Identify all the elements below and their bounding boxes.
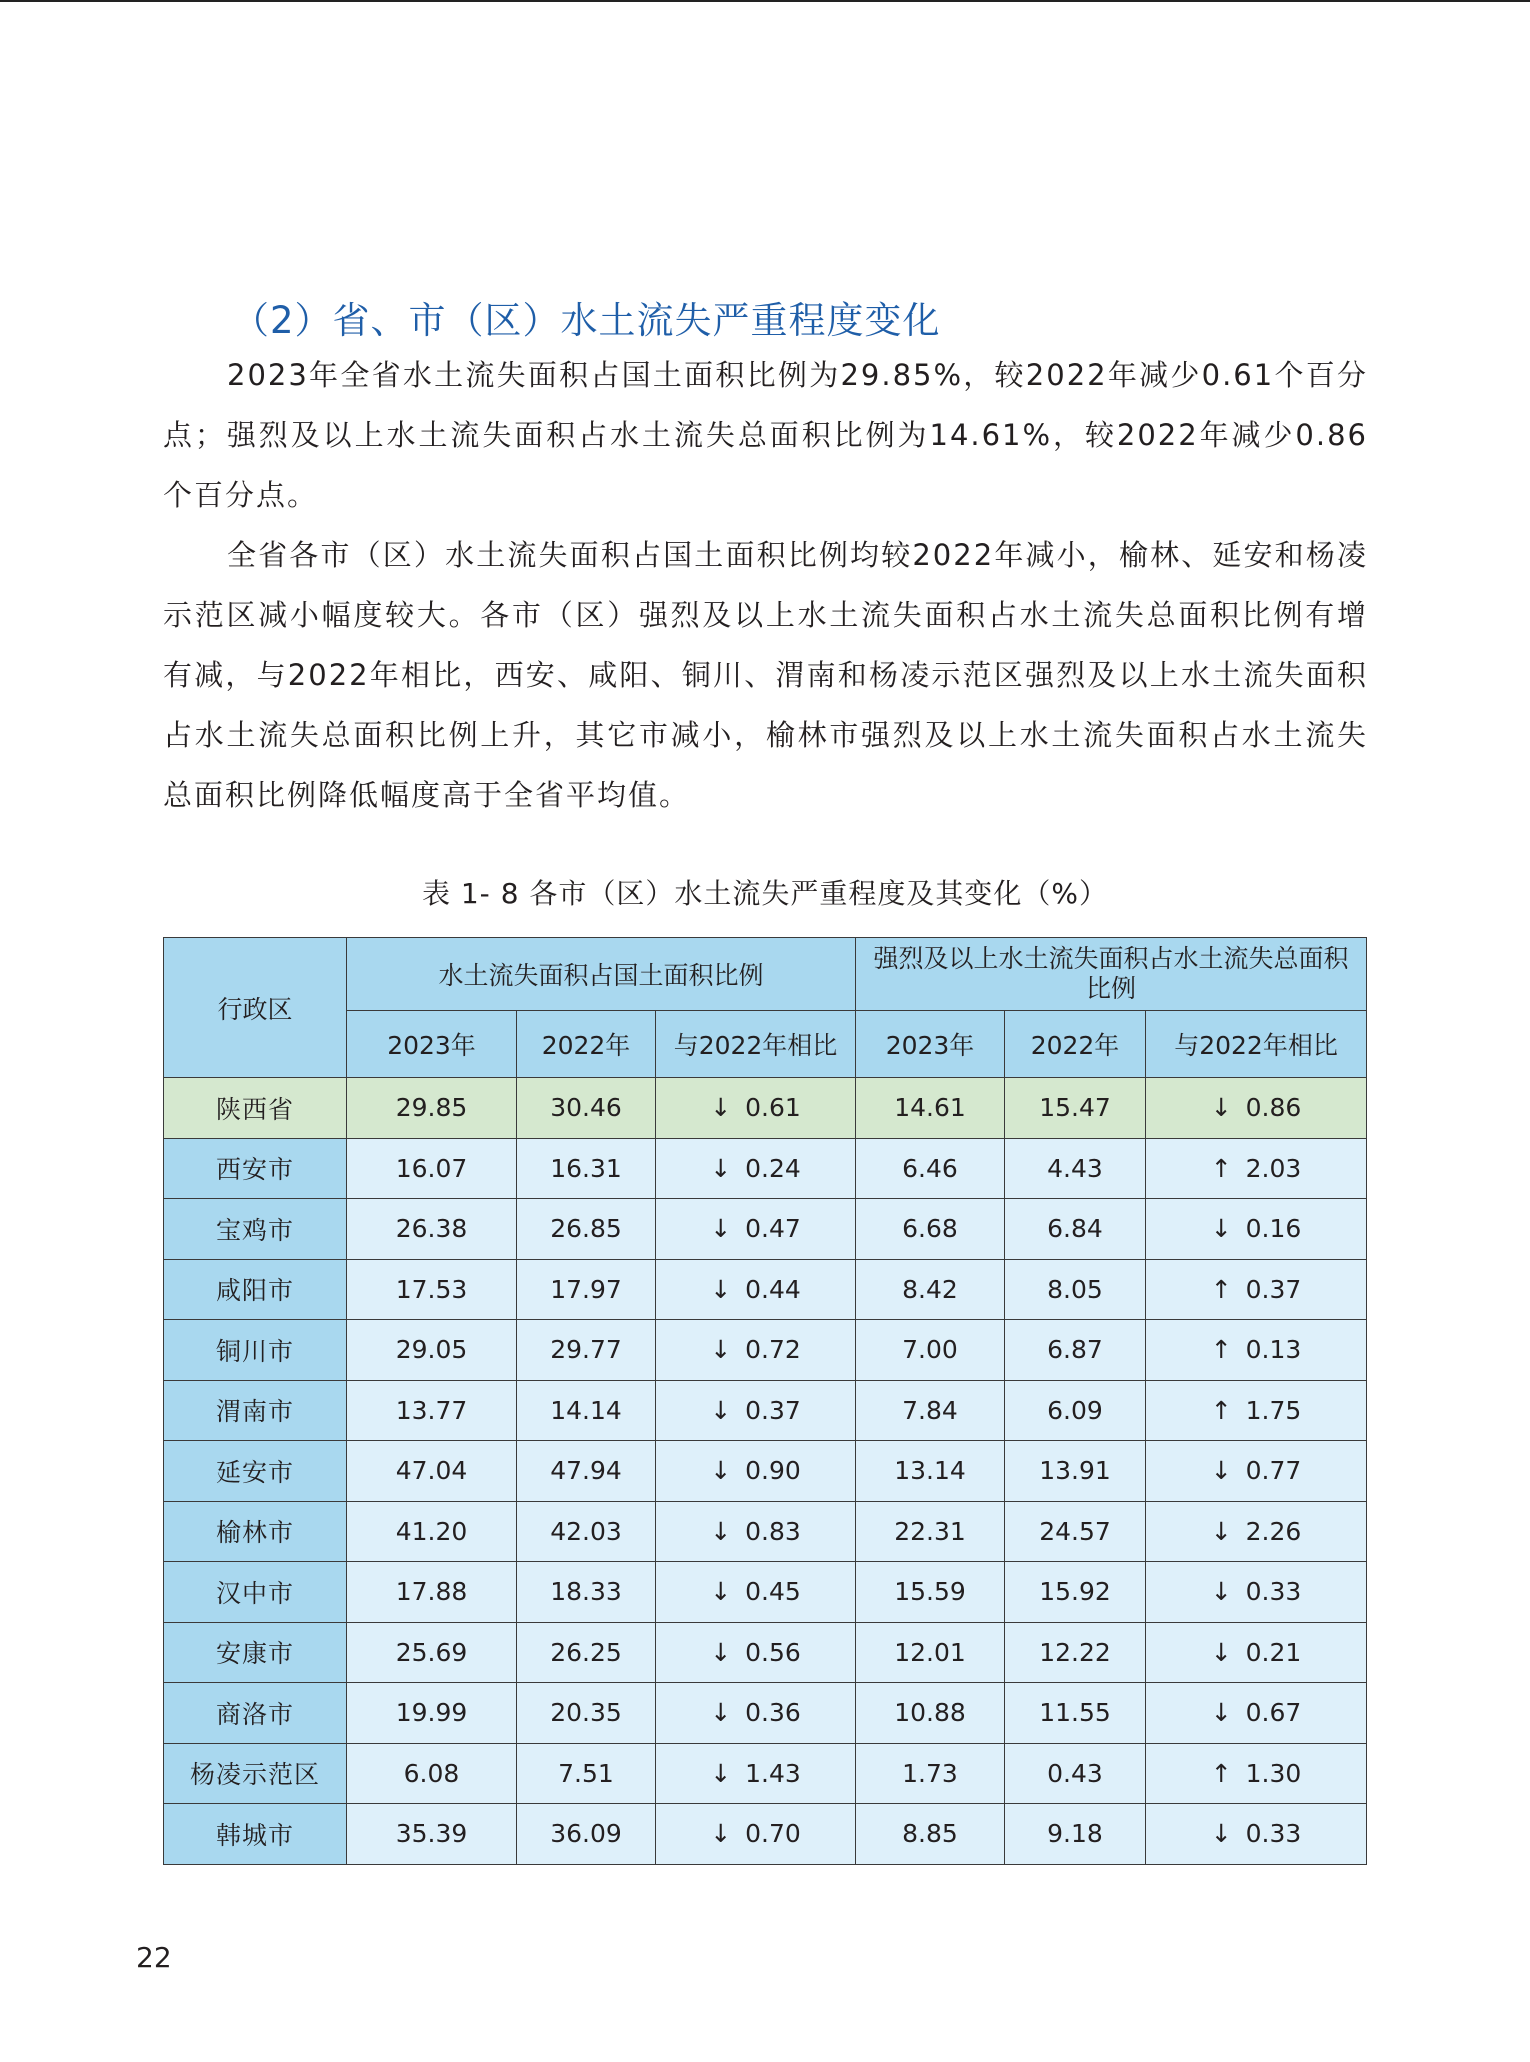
value-a-2023: 47.04: [347, 1441, 517, 1502]
top-rule: [0, 0, 1530, 2]
change-a: [656, 1320, 856, 1381]
trend-arrow-icon: ↓: [710, 1456, 732, 1486]
change-a: [656, 1622, 856, 1683]
change-b: [1146, 1683, 1367, 1744]
soil-erosion-table: [163, 937, 1367, 1865]
region-name: 汉中市: [164, 1562, 347, 1623]
region-name: 商洛市: [164, 1683, 347, 1744]
table-body: [164, 1078, 1367, 1865]
change-value: 0.37: [745, 1395, 801, 1425]
trend-arrow-icon: ↓: [710, 1758, 732, 1788]
value-a-2022: 16.31: [517, 1138, 656, 1199]
change-b: [1146, 1804, 1367, 1865]
value-a-2023: 17.53: [347, 1259, 517, 1320]
change-a: [656, 1259, 856, 1320]
change-value: 0.36: [745, 1698, 801, 1728]
value-b-2023: 6.68: [856, 1199, 1005, 1260]
change-a: [656, 1562, 856, 1623]
change-b: [1146, 1380, 1367, 1441]
region-name: 陕西省: [164, 1078, 347, 1139]
value-b-2022: 24.57: [1005, 1501, 1146, 1562]
value-b-2023: 22.31: [856, 1501, 1005, 1562]
region-name: 延安市: [164, 1441, 347, 1502]
table-row: [164, 1320, 1367, 1381]
change-value: 0.61: [745, 1093, 801, 1123]
value-b-2022: 13.91: [1005, 1441, 1146, 1502]
value-b-2023: 1.73: [856, 1743, 1005, 1804]
region-name: 杨凌示范区: [164, 1743, 347, 1804]
change-value: 0.56: [745, 1637, 801, 1667]
group2-header: 强烈及以上水土流失面积占水土流失总面积比例: [856, 938, 1367, 1011]
sub-header-a-change: 与2022年相比: [656, 1011, 856, 1078]
change-a: [656, 1683, 856, 1744]
value-b-2022: 0.43: [1005, 1743, 1146, 1804]
change-b: [1146, 1743, 1367, 1804]
trend-arrow-icon: ↓: [710, 1274, 732, 1304]
trend-arrow-icon: ↓: [710, 1819, 732, 1849]
change-a: [656, 1743, 856, 1804]
table-row-total: [164, 1078, 1367, 1139]
change-b: [1146, 1078, 1367, 1139]
trend-arrow-icon: ↓: [1210, 1698, 1232, 1728]
trend-arrow-icon: ↓: [710, 1637, 732, 1667]
group1-header: 水土流失面积占国土面积比例: [347, 938, 856, 1011]
change-value: 0.13: [1245, 1335, 1302, 1365]
value-b-2023: 15.59: [856, 1562, 1005, 1623]
value-a-2023: 29.05: [347, 1320, 517, 1381]
value-b-2022: 6.87: [1005, 1320, 1146, 1381]
page-number: 22: [136, 1941, 172, 1974]
change-value: 0.44: [745, 1274, 801, 1304]
table-row: [164, 1138, 1367, 1199]
change-a: [656, 1078, 856, 1139]
value-b-2022: 12.22: [1005, 1622, 1146, 1683]
value-a-2022: 47.94: [517, 1441, 656, 1502]
region-name: 榆林市: [164, 1501, 347, 1562]
change-b: [1146, 1501, 1367, 1562]
trend-arrow-icon: ↓: [1210, 1516, 1232, 1546]
table-row: [164, 1199, 1367, 1260]
value-a-2022: 18.33: [517, 1562, 656, 1623]
change-value: 0.67: [1245, 1698, 1302, 1728]
change-value: 0.70: [745, 1819, 801, 1849]
value-b-2022: 6.09: [1005, 1380, 1146, 1441]
value-b-2023: 7.84: [856, 1380, 1005, 1441]
value-b-2022: 8.05: [1005, 1259, 1146, 1320]
change-value: 0.83: [745, 1516, 801, 1546]
change-value: 2.26: [1245, 1516, 1302, 1546]
table-row: [164, 1501, 1367, 1562]
change-value: 0.21: [1245, 1637, 1302, 1667]
trend-arrow-icon: ↓: [710, 1395, 732, 1425]
sub-header-b-2022: 2022年: [1005, 1011, 1146, 1078]
value-b-2023: 6.46: [856, 1138, 1005, 1199]
value-a-2023: 25.69: [347, 1622, 517, 1683]
trend-arrow-icon: ↑: [1210, 1758, 1232, 1788]
change-a: [656, 1380, 856, 1441]
change-value: 0.45: [745, 1577, 801, 1607]
value-a-2023: 16.07: [347, 1138, 517, 1199]
region-name: 宝鸡市: [164, 1199, 347, 1260]
trend-arrow-icon: ↓: [1210, 1456, 1232, 1486]
change-b: [1146, 1562, 1367, 1623]
trend-arrow-icon: ↓: [710, 1153, 732, 1183]
trend-arrow-icon: ↑: [1210, 1274, 1232, 1304]
change-value: 0.86: [1245, 1093, 1302, 1123]
value-a-2023: 26.38: [347, 1199, 517, 1260]
value-a-2023: 29.85: [347, 1078, 517, 1139]
sub-header-a-2022: 2022年: [517, 1011, 656, 1078]
value-b-2023: 8.85: [856, 1804, 1005, 1865]
value-a-2022: 26.85: [517, 1199, 656, 1260]
value-a-2023: 41.20: [347, 1501, 517, 1562]
change-value: 0.90: [745, 1456, 801, 1486]
value-a-2023: 35.39: [347, 1804, 517, 1865]
value-b-2023: 13.14: [856, 1441, 1005, 1502]
trend-arrow-icon: ↓: [1210, 1577, 1232, 1607]
region-name: 韩城市: [164, 1804, 347, 1865]
trend-arrow-icon: ↓: [710, 1698, 732, 1728]
value-a-2023: 13.77: [347, 1380, 517, 1441]
value-a-2022: 36.09: [517, 1804, 656, 1865]
change-value: 0.24: [745, 1153, 801, 1183]
value-b-2022: 15.47: [1005, 1078, 1146, 1139]
value-a-2023: 6.08: [347, 1743, 517, 1804]
change-a: [656, 1138, 856, 1199]
value-b-2022: 4.43: [1005, 1138, 1146, 1199]
change-b: [1146, 1199, 1367, 1260]
change-a: [656, 1501, 856, 1562]
trend-arrow-icon: ↓: [1210, 1819, 1232, 1849]
sub-header-b-change: 与2022年相比: [1146, 1011, 1367, 1078]
region-name: 咸阳市: [164, 1259, 347, 1320]
trend-arrow-icon: ↓: [710, 1214, 732, 1244]
trend-arrow-icon: ↓: [1210, 1637, 1232, 1667]
change-b: [1146, 1259, 1367, 1320]
region-header: 行政区: [164, 938, 347, 1078]
trend-arrow-icon: ↓: [710, 1577, 732, 1607]
value-b-2022: 9.18: [1005, 1804, 1146, 1865]
value-a-2022: 14.14: [517, 1380, 656, 1441]
value-a-2022: 29.77: [517, 1320, 656, 1381]
table-row: [164, 1562, 1367, 1623]
change-value: 0.16: [1245, 1214, 1302, 1244]
sub-header-a-2023: 2023年: [347, 1011, 517, 1078]
value-b-2023: 14.61: [856, 1078, 1005, 1139]
change-value: 0.37: [1245, 1274, 1302, 1304]
value-b-2023: 10.88: [856, 1683, 1005, 1744]
table-caption: 表 1- 8 各市（区）水土流失严重程度及其变化（%）: [421, 877, 1109, 910]
section-heading: （2）省、市（区）水土流失严重程度变化: [232, 299, 941, 342]
change-value: 0.33: [1245, 1577, 1302, 1607]
value-a-2023: 17.88: [347, 1562, 517, 1623]
value-a-2022: 7.51: [517, 1743, 656, 1804]
change-value: 2.03: [1245, 1153, 1302, 1183]
change-value: 0.33: [1245, 1819, 1302, 1849]
table-row: [164, 1441, 1367, 1502]
table-row: [164, 1743, 1367, 1804]
trend-arrow-icon: ↓: [710, 1335, 732, 1365]
paragraph-1: 2023年全省水土流失面积占国土面积比例为29.85%，较2022年减少0.61个百分点；强烈及以上水土流失面积占水土流失总面积比例为14.61%，较2022年减少0.86个百分点。: [163, 358, 1368, 512]
value-b-2023: 8.42: [856, 1259, 1005, 1320]
value-a-2023: 19.99: [347, 1683, 517, 1744]
trend-arrow-icon: ↑: [1210, 1395, 1232, 1425]
change-b: [1146, 1441, 1367, 1502]
change-b: [1146, 1138, 1367, 1199]
change-b: [1146, 1622, 1367, 1683]
sub-header-b-2023: 2023年: [856, 1011, 1005, 1078]
region-name: 渭南市: [164, 1380, 347, 1441]
table-row: [164, 1683, 1367, 1744]
paragraph-2: 全省各市（区）水土流失面积占国土面积比例均较2022年减小，榆林、延安和杨凌示范区减小幅度较大。各市（区）强烈及以上水土流失面积占水土流失总面积比例有增有减，与2022年相比，西安、咸阳、铜川、渭南和杨凌示范区强烈及以上水土流失面积占水土流失总面积比例上升，其它市减小，榆林市强烈及以上水土流失面积占水土流失总面积比例降低幅度高于全省平均值。: [163, 538, 1368, 812]
value-a-2022: 26.25: [517, 1622, 656, 1683]
value-a-2022: 42.03: [517, 1501, 656, 1562]
trend-arrow-icon: ↑: [1210, 1153, 1232, 1183]
change-value: 0.77: [1245, 1456, 1302, 1486]
change-value: 1.75: [1245, 1395, 1302, 1425]
change-value: 0.72: [745, 1335, 801, 1365]
value-b-2022: 11.55: [1005, 1683, 1146, 1744]
table-row: [164, 1804, 1367, 1865]
change-value: 1.30: [1245, 1758, 1302, 1788]
change-a: [656, 1804, 856, 1865]
value-b-2023: 7.00: [856, 1320, 1005, 1381]
value-b-2022: 6.84: [1005, 1199, 1146, 1260]
region-name: 铜川市: [164, 1320, 347, 1381]
change-a: [656, 1441, 856, 1502]
change-a: [656, 1199, 856, 1260]
value-b-2023: 12.01: [856, 1622, 1005, 1683]
table-row: [164, 1380, 1367, 1441]
value-b-2022: 15.92: [1005, 1562, 1146, 1623]
change-value: 1.43: [745, 1758, 801, 1788]
trend-arrow-icon: ↓: [1210, 1093, 1232, 1123]
table-row: [164, 1622, 1367, 1683]
trend-arrow-icon: ↓: [710, 1516, 732, 1546]
value-a-2022: 17.97: [517, 1259, 656, 1320]
change-b: [1146, 1320, 1367, 1381]
trend-arrow-icon: ↓: [1210, 1214, 1232, 1244]
value-a-2022: 20.35: [517, 1683, 656, 1744]
trend-arrow-icon: ↑: [1210, 1335, 1232, 1365]
table-row: [164, 1259, 1367, 1320]
region-name: 安康市: [164, 1622, 347, 1683]
trend-arrow-icon: ↓: [710, 1093, 732, 1123]
change-value: 0.47: [745, 1214, 801, 1244]
value-a-2022: 30.46: [517, 1078, 656, 1139]
region-name: 西安市: [164, 1138, 347, 1199]
